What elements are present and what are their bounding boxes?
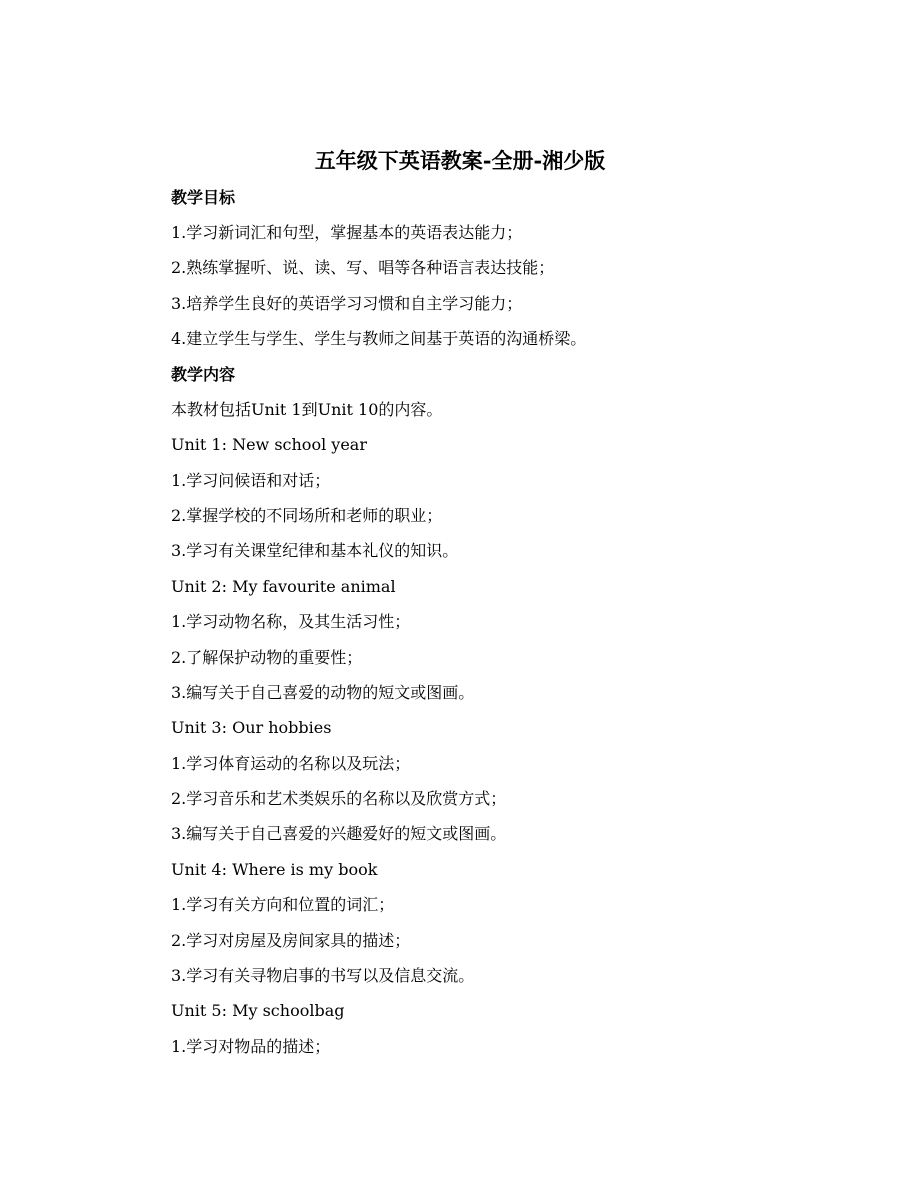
- unit-1-item-1: 1.学习问候语和对话；: [171, 471, 331, 490]
- section-heading-content: 教学内容: [171, 365, 236, 384]
- unit-5-heading: Unit 5: My schoolbag: [171, 1001, 345, 1020]
- content-intro: 本教材包括Unit 1到Unit 10的内容。: [171, 400, 443, 419]
- unit-4-item-1: 1.学习有关方向和位置的词汇；: [171, 895, 395, 914]
- unit-4-item-3: 3.学习有关寻物启事的书写以及信息交流。: [171, 966, 475, 985]
- unit-3-item-1: 1.学习体育运动的名称以及玩法；: [171, 754, 411, 773]
- unit-4-item-2: 2.学习对房屋及房间家具的描述；: [171, 931, 411, 950]
- unit-1-item-2: 2.掌握学校的不同场所和老师的职业；: [171, 506, 443, 525]
- unit-5-item-1: 1.学习对物品的描述；: [171, 1037, 331, 1056]
- unit-1-item-3: 3.学习有关课堂纪律和基本礼仪的知识。: [171, 541, 459, 560]
- unit-2-item-1: 1.学习动物名称，及其生活习性；: [171, 612, 411, 631]
- unit-4-heading: Unit 4: Where is my book: [171, 860, 378, 879]
- unit-1-heading: Unit 1: New school year: [171, 435, 367, 454]
- unit-2-item-3: 3.编写关于自己喜爱的动物的短文或图画。: [171, 683, 475, 702]
- unit-2-item-2: 2.了解保护动物的重要性；: [171, 648, 363, 667]
- objective-item-2: 2.熟练掌握听、说、读、写、唱等各种语言表达技能；: [171, 258, 555, 277]
- section-heading-objectives: 教学目标: [171, 188, 236, 207]
- unit-2-heading: Unit 2: My favourite animal: [171, 577, 396, 596]
- unit-3-heading: Unit 3: Our hobbies: [171, 718, 332, 737]
- objective-item-1: 1.学习新词汇和句型，掌握基本的英语表达能力；: [171, 223, 523, 242]
- objective-item-3: 3.培养学生良好的英语学习习惯和自主学习能力；: [171, 294, 523, 313]
- objective-item-4: 4.建立学生与学生、学生与教师之间基于英语的沟通桥梁。: [171, 329, 587, 348]
- unit-3-item-2: 2.学习音乐和艺术类娱乐的名称以及欣赏方式；: [171, 789, 507, 808]
- document-title: 五年级下英语教案-全册-湘少版: [314, 148, 606, 173]
- unit-3-item-3: 3.编写关于自己喜爱的兴趣爱好的短文或图画。: [171, 824, 507, 843]
